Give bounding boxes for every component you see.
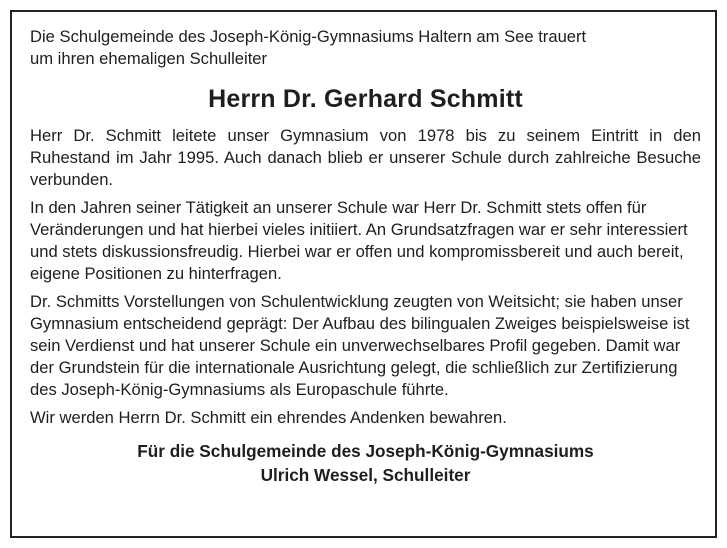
signature-line-2: Ulrich Wessel, Schulleiter — [260, 465, 471, 485]
paragraph-tenure: Herr Dr. Schmitt leitete unser Gymnasium von 1978 bis zu seinem Eintritt in den Ruhestand im Jahr 1995. Auch danach blieb er unserer Schule durch zahlreiche Besuche verbunden. — [30, 126, 701, 189]
paragraph-character: In den Jahren seiner Tätigkeit an unserer Schule war Herr Dr. Schmitt stets offen für Veränderungen und hat hierbei vieles initiiert. An Grundsatzfragen war er sehr interessiert und stets diskussionsfreudig. Hierbei war er offen und kompromissbereit und auch bereit, eigene Positionen zu hinterfragen. — [30, 198, 688, 283]
obituary-notice-content — [30, 26, 701, 487]
intro-text — [30, 26, 701, 70]
signature-line-1: Für die Schulgemeinde des Joseph-König-Gymnasiums — [137, 441, 594, 461]
intro-line-1: Die Schulgemeinde des Joseph-König-Gymnasiums Haltern am See trauert — [30, 27, 587, 46]
signature-block — [30, 439, 701, 487]
paragraph-legacy: Dr. Schmitts Vorstellungen von Schulentwicklung zeugten von Weitsicht; sie haben unser Gymnasium entscheidend geprägt: Der Aufbau des bilingualen Zweiges beispielsweise ist sein Verdienst und hat unserer Schule ein unverwechselbares Profil gegeben. Damit war der Grundstein für die internationale Ausrichtung gelegt, die schließlich zur Zertifizierung des Joseph-König-Gymnasiums als Europaschule führte. — [30, 292, 690, 399]
intro-line-2: um ihren ehemaligen Schulleiter — [30, 49, 268, 68]
paragraph-remembrance: Wir werden Herrn Dr. Schmitt ein ehrendes Andenken bewahren. — [30, 408, 507, 427]
deceased-name-heading: Herrn Dr. Gerhard Schmitt — [208, 85, 523, 113]
obituary-notice-frame — [10, 10, 717, 538]
